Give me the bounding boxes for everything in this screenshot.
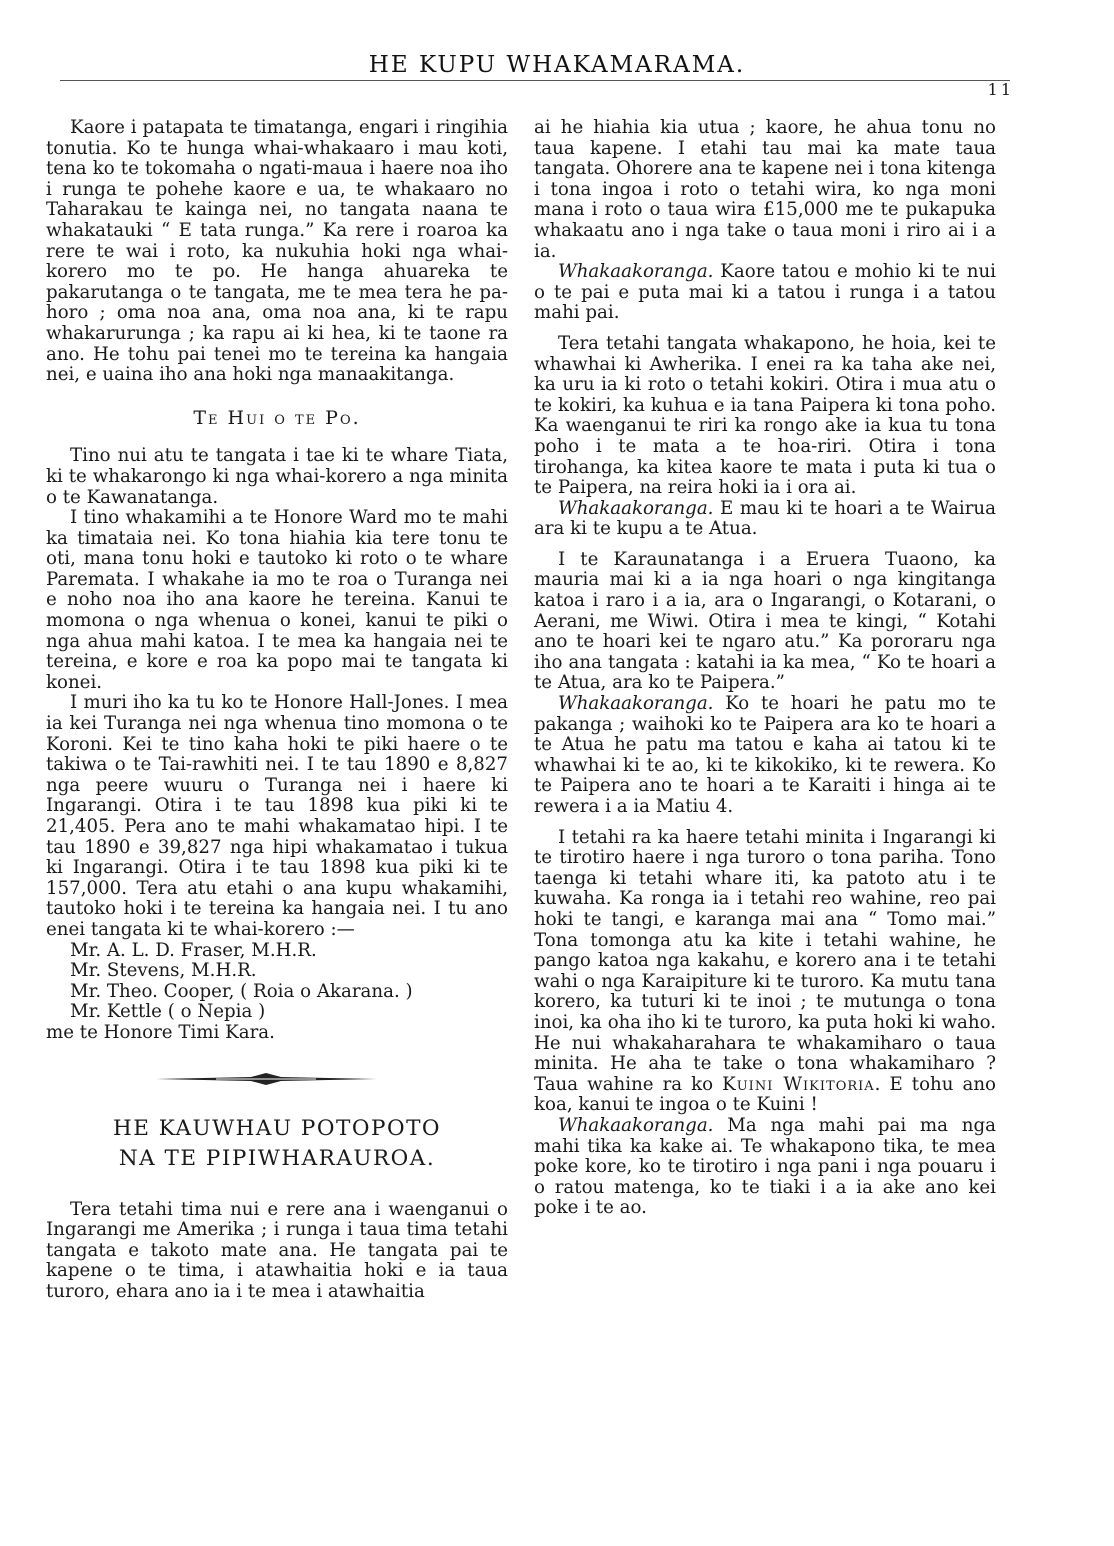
article-heading: HE KAUWHAU POTOPOTO NA TE PIPIWHARAUROA. [112, 1115, 442, 1171]
paragraph: Tino nui atu te tangata i tae ki te whare Tiata, ki te whakarongo ki nga whai-korero a nga minita o te Kawanatanga. [46, 445, 508, 508]
page-number: 11 [987, 80, 1014, 99]
lesson-paragraph: Whakaakoranga. Ma nga mahi pai ma nga mahi tika ka kake ai. Te whakapono tika, te mea poke kore, ko te tirotiro i nga pani i nga pouaru i o ratou matenga, ko te tiaki i a ia ake ano kei poke i te ao. [534, 1114, 996, 1219]
list-item: Mr. Stevens, M.H.R. [70, 960, 257, 982]
speaker-list [46, 941, 508, 1023]
right-column [534, 118, 996, 1219]
paragraph: I muri iho ka tu ko te Honore Hall-Jones. I mea ia kei Turanga nei nga whenua tino momona o te Koroni. Kei te tino kaha hoki te piki haere o te takiwa o te Tai-rawhiti nei. I te tau 1890 e 8,827 nga peere wuuru o Turanga nei i haere ki Ingarangi. Otira i te tau 1898 kua piki ki te 21,405. Pera ano te mahi whakamatao hipi. I te tau 1890 e 39,827 nga hipi whakamatao i tukua ki Ingarangi. Otira i te tau 1898 kua piki ki te 157,000. Tera atu etahi o ana kupu whakamihi, tautoko hoki i te tereina ka hangaia nei. I tu ano enei tangata ki te whai-korero :— [46, 692, 508, 940]
list-item: Mr. Theo. Cooper, ( Roia o Akarana. ) [70, 980, 413, 1002]
paragraph: I tetahi ra ka haere tetahi minita i Ingarangi ki te tirotiro haere i nga turoro o tona pariha. Tono taenga ki tetahi whare iti, ka patoto atu i te kuwaha. Ka ronga ia i tetahi reo wahine, reo pai hoki te tangi, e karanga mai ana “ Tomo mai.” Tona tomonga atu ka kite i tetahi wahine, he pango katoa nga kakahu, e korero ana i te tetahi wahi o nga Karaipiture ki te turoro. Ka mutu tana korero, ka tuturi ki te inoi ; te mutunga o tona inoi, ka oha iho ki te turoro, ka puta hoki ki waho. He nui whakaharahara te whakamiharo o taua minita. He aha te take o tona whakamiharo ? Taua wahine ra ko Kuini Wikitoria. E tohu ano koa, kanui te ingoa o te Kuini ! [534, 826, 996, 1116]
ornament-divider [46, 1072, 508, 1086]
paragraph: I te Karaunatanga i a Eruera Tuaono, ka mauria mai ki a ia nga hoari o nga kingitanga katoa i raro i a ia, ara o Ingarangi, o Kotarani, o Aerani, me Wiwi. Otira i mea te kingi, “ Kotahi ano te hoari kei te ngaro atu.” Ka pororaru nga iho ana tangata : katahi ia ka mea, “ Ko te hoari a te Atua, ara ko te Paipera.” [534, 548, 996, 694]
lesson-paragraph: Whakaakoranga. Ko te hoari he patu mo te pakanga ; waihoki ko te Paipera ara ko te hoari a te Atua he patu ma tatou e kaha ai tatou ki te whawhai ki te ao, ki te kikokiko, ki te rewera. Ko te Paipera ano te hoari a te Karaiti i hinga ai te rewera i a ia Matiu 4. [534, 693, 996, 817]
paragraph: Tera tetahi tangata whakapono, he hoia, kei te whawhai ki Awherika. I enei ra ka taha ake nei, ka uru ia ki roto o tetahi kokiri. Otira i mua atu o te kokiri, ka kuhua e ia tana Paipera ki tona poho. Ka waenganui te riri ka rongo ake ia kua tu tona poho i te mata a te hoa-riri. Otira i tona tirohanga, ka kitea kaore te mata i puta ki tua o te Paipera, na reira hoki ia i ora ai. [534, 332, 996, 499]
list-item: Mr. Kettle ( o Nepia ) [70, 1001, 266, 1023]
lesson-paragraph: Whakaakoranga. Kaore tatou e mohio ki te nui o te pai e puta mai ki a tatou i runga i a tatou mahi pai. [534, 261, 996, 324]
paragraph: me te Honore Timi Kara. [46, 1021, 275, 1043]
header-rule [60, 80, 1010, 81]
left-column [46, 118, 508, 1303]
paragraph: I tino whakamihi a te Honore Ward mo te mahi ka timataia nei. Ko tona hiahia kia tere tonu te oti, mana tonu hoki e tautoko ki roto o te whare Paremata. I whakahe ia mo te roa o Turanga nei e noho noa iho ana kaore he tereina. Kanui te momona o nga whenua o konei, kanui te piki o nga ahua mahi katoa. I te mea ka hangaia nei te tereina, e kore e roa ka popo mai te tangata ki konei. [46, 507, 508, 693]
paragraph: Kaore i patapata te timatanga, engari i ringihia tonutia. Ko te hunga whai-whakaaro i mau koti, tena ko te tokomaha o ngati-maua i haere noa iho i runga te pohehe kaore e ua, te whakaaro no Taharakau te kainga nei, no tangata naana te whakatauki “ E tata runga.” Ka rere i roaroa ka rere te wai i roto, ka nukuhia hoki nga whai-korero mo te po. He hanga ahuareka te pakarutanga o te tangata, me te mea tera he pa-horo ; oma noa ana, oma noa ana, ki te rapu whakarurunga ; ka rapu ai ki hea, ki te taone ra ano. He tohu pai tenei mo te tereina ka hangaia nei, e uaina iho ana hoki nga manaakitanga. [46, 117, 508, 386]
paragraph: ai he hiahia kia utua ; kaore, he ahua tonu no taua kapene. I etahi tau mai ka mate taua tangata. Ohorere ana te kapene nei i tona kitenga i tona ingoa i roto o tetahi wira, ko nga moni mana i roto o taua wira £15,000 me te pukapuka whakaatu ano i nga take o taua moni i riro ai i a ia. [534, 117, 996, 262]
paragraph: Tera tetahi tima nui e rere ana i waenganui o Ingarangi me Amerika ; i runga i taua tima tetahi tangata e takoto mate ana. He tangata pai te kapene o te tima, i atawhaitia hoki e ia taua turoro, ehara ano ia i te mea i atawhaitia [46, 1198, 508, 1302]
running-head: HE KUPU WHAKAMARAMA. [0, 52, 1114, 78]
section-heading-hui: Te Hui o te Po. [193, 406, 361, 429]
list-item: Mr. A. L. D. Fraser, M.H.R. [70, 939, 317, 961]
lesson-paragraph: Whakaakoranga. E mau ki te hoari a te Wairua ara ki te kupu a te Atua. [534, 497, 996, 540]
